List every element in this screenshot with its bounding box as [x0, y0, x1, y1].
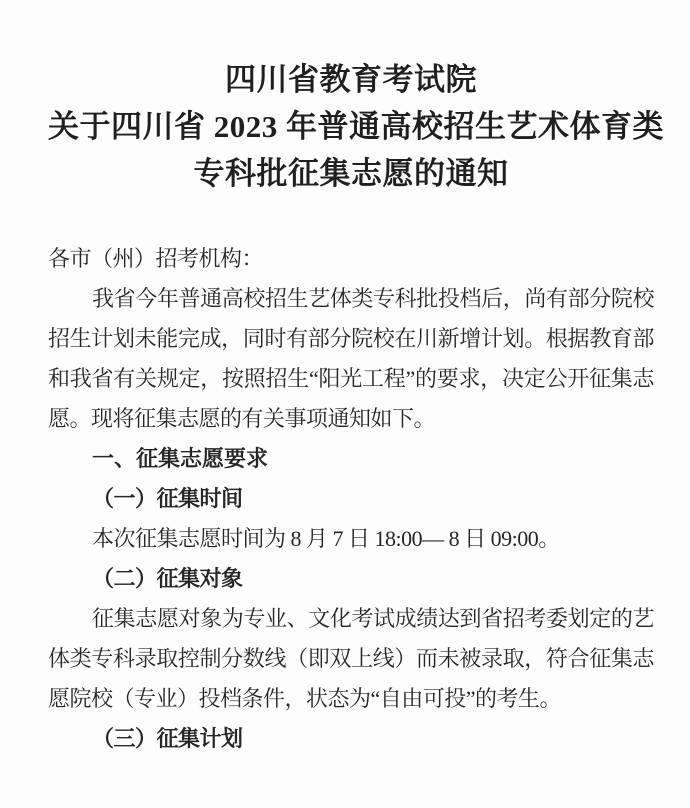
document-body — [48, 239, 654, 759]
document-title-block — [48, 56, 664, 197]
subsection-1-heading: （一）征集时间 — [92, 486, 243, 511]
subsection-2-heading: （二）征集对象 — [92, 566, 243, 591]
issuer-title: 四川省教育考试院 — [225, 62, 477, 97]
subsection-2-body: 征集志愿对象为专业、文化考试成绩达到省招考委划定的艺体类专科录取控制分数线（即双上线）而未被录取，符合征集志愿院校（专业）投档条件，状态为“自由可投”的考生。 — [48, 606, 654, 711]
intro-paragraph: 我省今年普通高校招生艺体类专科批投档后，尚有部分院校招生计划未能完成，同时有部分院校在川新增计划。根据教育部和我省有关规定，按照招生“阳光工程”的要求，决定公开征集志愿。现将征集志愿的有关事项通知如下。 — [48, 286, 654, 431]
salutation: 各市（州）招考机构： — [48, 246, 264, 271]
notice-title-line-1: 关于四川省 2023 年普通高校招生艺术体育类 — [48, 109, 664, 144]
subsection-1-body: 本次征集志愿时间为 8 月 7 日 18:00— 8 日 09:00。 — [92, 526, 560, 551]
notice-title-line-2: 专科批征集志愿的通知 — [193, 156, 509, 191]
subsection-3-heading: （三）征集计划 — [92, 726, 243, 751]
section-1-heading: 一、征集志愿要求 — [92, 446, 269, 471]
